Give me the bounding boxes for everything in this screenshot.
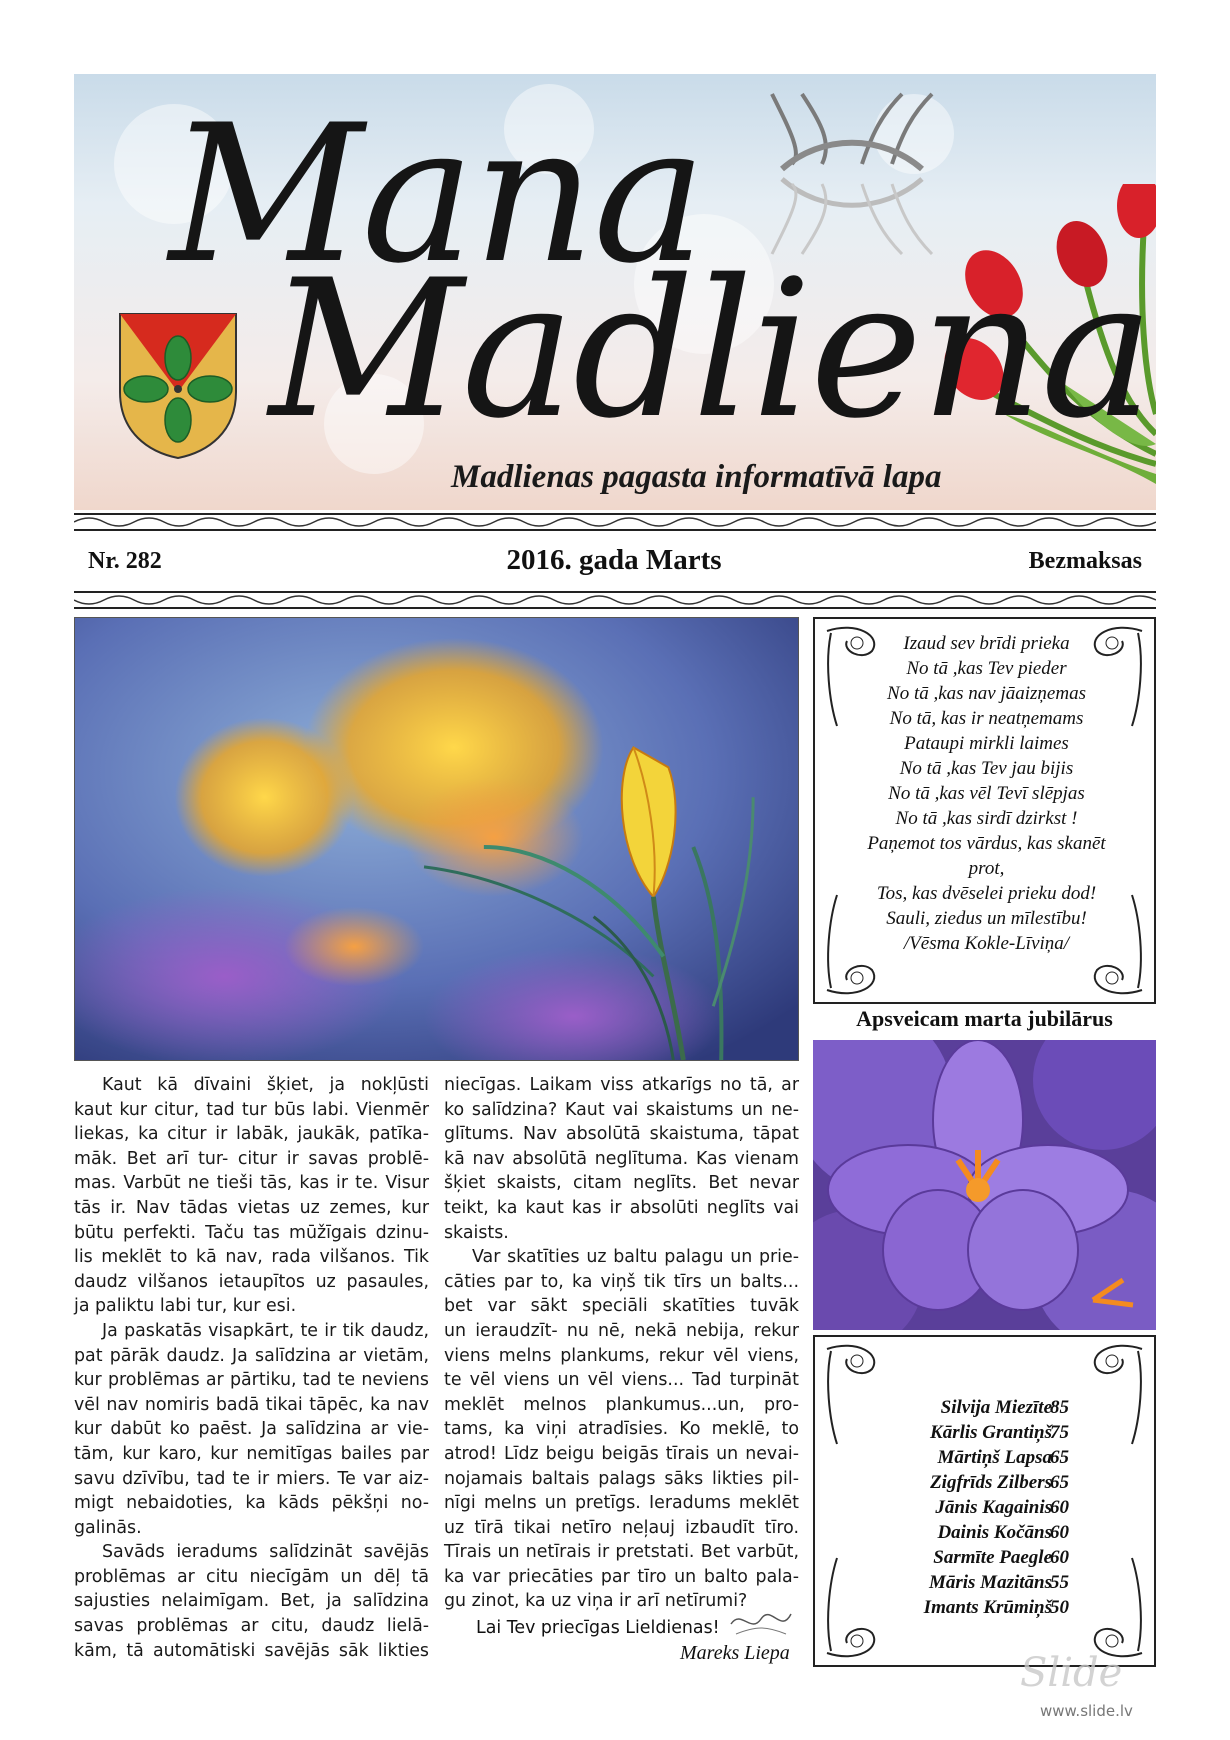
article-line: uz tīrā tikai netīro neļauj izbaudīt tīro.: [444, 1517, 799, 1538]
article-line: Savāds ieradums salīdzināt savējās: [102, 1542, 429, 1563]
list-item: [815, 1472, 1158, 1497]
article-line: savas problēmas ar citu, daudz lielā-: [74, 1616, 429, 1637]
article-line: galinās.: [74, 1517, 142, 1538]
ornament-border: [74, 512, 1156, 532]
list-item: [815, 1597, 1158, 1622]
article-line: bet var sākt speciāli skatīties tuvāk: [444, 1296, 799, 1317]
article-line: kur dabūt ko paēst. Ja salīdzina ar vie-: [74, 1419, 429, 1440]
jubilar-age: 65: [1050, 1472, 1069, 1493]
poem-text: [835, 631, 1138, 956]
article-line: gu zinot, ka uz viņa ir arī netīrumi?: [444, 1591, 748, 1612]
issue-date: 2016. gada Marts: [506, 544, 722, 576]
article-line: nojamais baltais palags sāks likties pil-: [444, 1468, 799, 1489]
article-line: ko salīdzina? Kaut vai skaistums un ne-: [444, 1099, 799, 1120]
jubilar-name: Dainis Kočāns: [937, 1522, 1052, 1543]
poem-line: Pataupi mirkli laimes: [904, 733, 1069, 754]
jubilar-name: Silvija Miezīte: [940, 1397, 1052, 1418]
poem-line: Sauli, ziedus un mīlestību!: [886, 908, 1087, 929]
list-item: [815, 1497, 1158, 1522]
poem-line: No tā, kas ir neatņemams: [889, 708, 1084, 729]
poem-line: No tā ,kas Tev jau bijis: [899, 758, 1074, 779]
issue-number: Nr. 282: [88, 548, 162, 574]
article-line: nīgi melns un pretīgs. Ieradums meklēt: [444, 1493, 799, 1514]
jubilar-name: Jānis Kagainis: [935, 1497, 1052, 1518]
poem-line: No tā ,kas nav jāaizņemas: [887, 683, 1086, 704]
article-line: teikt, ka kaut kas ir absolūti neglīts vai: [444, 1197, 799, 1218]
list-item: [815, 1522, 1158, 1547]
article-line: liekas, ka citur ir labāk, jaukāk, patīka-: [74, 1124, 429, 1145]
article-line: tās ir. Nav tādas vietas uz zemes, kur: [74, 1197, 429, 1218]
article-line: Kaut kā dīvaini šķiet, ja nokļūsti: [102, 1075, 429, 1095]
article-line: vēl nav nomiris badā tikai tāpēc, ka nav: [74, 1394, 429, 1415]
article-author: Mareks Liepa: [680, 1642, 790, 1664]
article-line: migt nebaidoties, ka kāds pēkšņi no-: [74, 1493, 429, 1514]
poem-line: No tā ,kas Tev pieder: [906, 658, 1067, 679]
article-line: mas. Varbūt ne tieši tās, kas ir te. Visur: [74, 1173, 429, 1194]
article-line: Var skatīties uz baltu palagu un prie-: [472, 1247, 799, 1268]
jubilar-age: 60: [1050, 1547, 1069, 1568]
coat-of-arms-icon: [118, 312, 238, 460]
poem-author: /Vēsma Kokle-Līviņa/: [903, 933, 1070, 954]
article-line: skaists.: [444, 1222, 509, 1243]
jubilee-names-box: [813, 1335, 1156, 1667]
article-line: pat pārāk daudz. Ja salīdzina ar vietām,: [74, 1345, 429, 1366]
signature-flourish-icon: [726, 1604, 796, 1640]
article-line: šķiet skaists, citam neglīts. Bet nevar: [444, 1173, 799, 1194]
article-line: ka var priecāties par tīro un balto pala-: [444, 1566, 799, 1587]
jubilar-name: Zigfrīds Zilbers: [930, 1472, 1052, 1493]
article-line: kām, tā automātiski savējās sāk likties: [74, 1640, 429, 1661]
list-item: [815, 1422, 1158, 1447]
article-line: māk. Bet arī tur- citur ir savas problē-: [74, 1148, 429, 1169]
article-line: sajusties nelaimīgam. Bet, ja salīdzina: [74, 1591, 429, 1612]
jubilee-heading: Apsveicam marta jubilārus: [856, 1006, 1113, 1031]
poem-line: Paņemot tos vārdus, kas skanēt: [867, 833, 1106, 854]
article-line: te vēl viens un vēl viens... Tad turpināt: [444, 1370, 799, 1391]
article-line: tams, ka viņi atradīsies. Ko meklē, to: [444, 1419, 799, 1440]
poem-line: Tos, kas dvēselei prieku dod!: [876, 883, 1097, 904]
article-line: kā nav absolūtā neglītuma. Kas vienam: [444, 1148, 799, 1169]
list-item: [815, 1447, 1158, 1472]
jubilar-name: Imants Krūmiņš: [923, 1597, 1052, 1618]
article-line: būtu perfekti. Taču tas mūžīgais dzinu-: [74, 1222, 429, 1243]
jubilee-list: [815, 1397, 1158, 1622]
watermark-logo: Slide: [1020, 1650, 1123, 1696]
issue-info-row: [74, 540, 1156, 584]
article-line: ja paliktu labi tur, kur esi.: [74, 1296, 297, 1317]
article-line: cāties par to, ka viņš tik tīrs un balts...: [444, 1271, 799, 1292]
article-line: Tīrais un netīrais ir pretstati. Bet varbūt,: [444, 1542, 799, 1563]
article-line: savu dzīvību, tad te ir miers. Te var aiz-: [74, 1468, 429, 1489]
watermark-url: www.slide.lv: [1040, 1702, 1133, 1720]
article-line: lis meklēt to kā nav, rada vilšanos. Tik: [74, 1247, 429, 1268]
jubilar-age: 75: [1050, 1422, 1069, 1443]
article-column-right: [444, 1073, 799, 1614]
jubilar-name: Mārtiņš Lapsa: [937, 1447, 1052, 1468]
jubilar-name: Sarmīte Paegle: [933, 1547, 1052, 1568]
article-line: viens melns plankums, rekur vēl viens,: [444, 1345, 799, 1366]
poem-line: prot,: [968, 858, 1005, 879]
issue-price: Bezmaksas: [1028, 548, 1142, 574]
article-line: glītums. Nav absolūtā skaistuma, tāpat: [444, 1124, 799, 1145]
article-line: kur problēmas ar pārtiku, tad te neviens: [74, 1370, 429, 1391]
poem-line: No tā ,kas vēl Tevī slēpjas: [888, 783, 1085, 804]
jubilar-name: Kārlis Grantiņš: [930, 1422, 1052, 1443]
masthead-title-line2: Madliena: [269, 239, 1153, 460]
article-closing: Lai Tev priecīgas Lieldienas!: [476, 1618, 720, 1638]
article-line: tām, kur karo, kur nemitīgas bailes par: [74, 1443, 429, 1464]
jubilar-age: 50: [1050, 1597, 1069, 1618]
spring-crocus-photo: [74, 617, 799, 1061]
poem-line: Izaud sev brīdi prieka: [903, 633, 1070, 654]
purple-crocus-photo: [813, 1040, 1156, 1330]
article-column-left: [74, 1073, 429, 1663]
poem-box: [813, 617, 1156, 1004]
masthead-title-line1: Mana: [169, 84, 705, 305]
article-line: meklēt melnos plankumus...un, pro-: [444, 1394, 799, 1415]
article-line: problēmas ar citu niecīgām un dēļ tā: [74, 1566, 429, 1587]
article-line: un ieraudzīt- nu nē, nekā nebija, rekur: [444, 1320, 799, 1341]
article-line: Ja paskatās visapkārt, te ir tik daudz,: [102, 1320, 429, 1341]
article-line: atrod! Līdz beigu beigās tīrais un nevai-: [444, 1443, 799, 1464]
list-item: [815, 1547, 1158, 1572]
article-line: daudz vilšanos ietaupītos uz pasaules,: [74, 1271, 429, 1292]
jubilar-age: 60: [1050, 1522, 1069, 1543]
jubilar-name: Māris Mazitāns: [928, 1572, 1052, 1593]
masthead: [74, 74, 1156, 510]
jubilar-age: 60: [1050, 1497, 1069, 1518]
poem-line: No tā ,kas sirdī dzirkst !: [895, 808, 1078, 829]
article-line: kaut kur citur, tad tur būs labi. Vienmēr: [74, 1099, 429, 1120]
masthead-subtitle: Madlienas pagasta informatīvā lapa: [451, 459, 942, 495]
article-line: niecīgas. Laikam viss atkarīgs no tā, ar: [444, 1075, 799, 1095]
list-item: [815, 1572, 1158, 1597]
jubilar-age: 85: [1050, 1397, 1069, 1418]
list-item: [815, 1397, 1158, 1422]
jubilar-age: 55: [1050, 1572, 1069, 1593]
ornament-border: [74, 590, 1156, 610]
jubilar-age: 65: [1050, 1447, 1069, 1468]
